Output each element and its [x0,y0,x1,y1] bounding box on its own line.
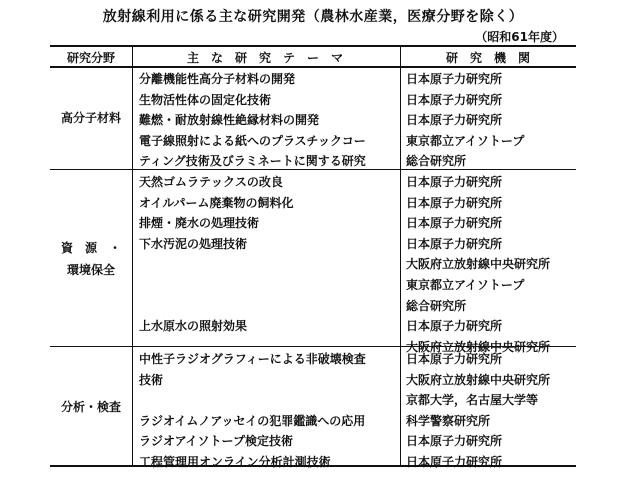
org-cell: 京都大学，名古屋大学等 [406,393,539,408]
org-cell: 東京都立アイソトープ [406,133,525,148]
org-cell: 日本原子力研究所 [406,434,503,449]
org-cell: 日本原子力研究所 [406,72,503,86]
theme-cell: 電子線照射による紙へのプラスチックコー [139,133,366,148]
org-cell: 日本原子力研究所 [406,236,503,251]
org-cell: 大阪府立放射線中央研究所 [406,257,551,272]
org-cell: 東京都立アイソトープ [406,278,525,292]
org-cell: 日本原子力研究所 [406,352,503,366]
theme-cell: オイルパーム廃棄物の飼料化 [139,195,294,210]
section-divider [50,169,576,170]
theme-cell: 難燃・耐放射線性絶縁材料の開発 [139,113,320,128]
header-org: 研 究 機 関 [445,51,530,65]
org-cell: 総合研究所 [406,298,467,313]
table-top-rule [50,45,576,47]
column-divider-2 [400,46,401,466]
header-field: 研究分野 [66,51,115,65]
theme-cell: 中性子ラジオグラフィーによる非破壊検査 [139,352,366,366]
theme-cell: 生物活性体の固定化技術 [139,92,272,107]
section-divider [50,346,576,347]
page-title: 放射線利用に係る主な研究開発（農林水産業，医療分野を除く） [102,9,524,25]
theme-cell: ティング技術及びラミネートに関する研究 [139,154,366,169]
theme-cell: 分離機能性高分子材料の開発 [139,72,296,86]
theme-cell: 天然ゴムラテックスの改良 [139,175,283,189]
fiscal-year-note: （昭和61年度） [475,30,564,44]
org-cell: 日本原子力研究所 [406,455,503,469]
field-label: 分析・検査 [60,400,121,414]
org-cell: 日本原子力研究所 [406,175,503,189]
field-label: 環境保全 [66,262,115,277]
theme-cell: ラジオイムノアッセイの犯罪鑑識への応用 [139,413,366,428]
org-cell: 日本原子力研究所 [406,92,503,107]
org-cell: 大阪府立放射線中央研究所 [406,372,551,387]
org-cell: 総合研究所 [406,154,467,169]
field-label: 資 源 ・ [60,240,121,255]
org-cell: 科学警察研究所 [406,413,491,428]
org-cell: 日本原子力研究所 [406,216,503,231]
org-cell: 日本原子力研究所 [406,195,503,210]
org-cell: 日本原子力研究所 [406,319,503,334]
theme-cell: 上水原水の照射効果 [139,319,248,334]
field-label: 高分子材料 [60,110,121,125]
org-cell: 日本原子力研究所 [406,113,503,128]
theme-cell: 排煙・廃水の処理技術 [139,216,260,231]
theme-cell: 技術 [139,372,164,387]
column-divider-1 [132,46,133,466]
header-theme: 主 な 研 究 テ ー マ [186,51,343,65]
theme-cell: 下水汚泥の処理技術 [139,236,248,251]
theme-cell: ラジオアイソトープ検定技術 [139,434,293,449]
theme-cell: 工程管理用オンライン分析計測技術 [139,455,331,469]
header-rule [50,66,576,68]
